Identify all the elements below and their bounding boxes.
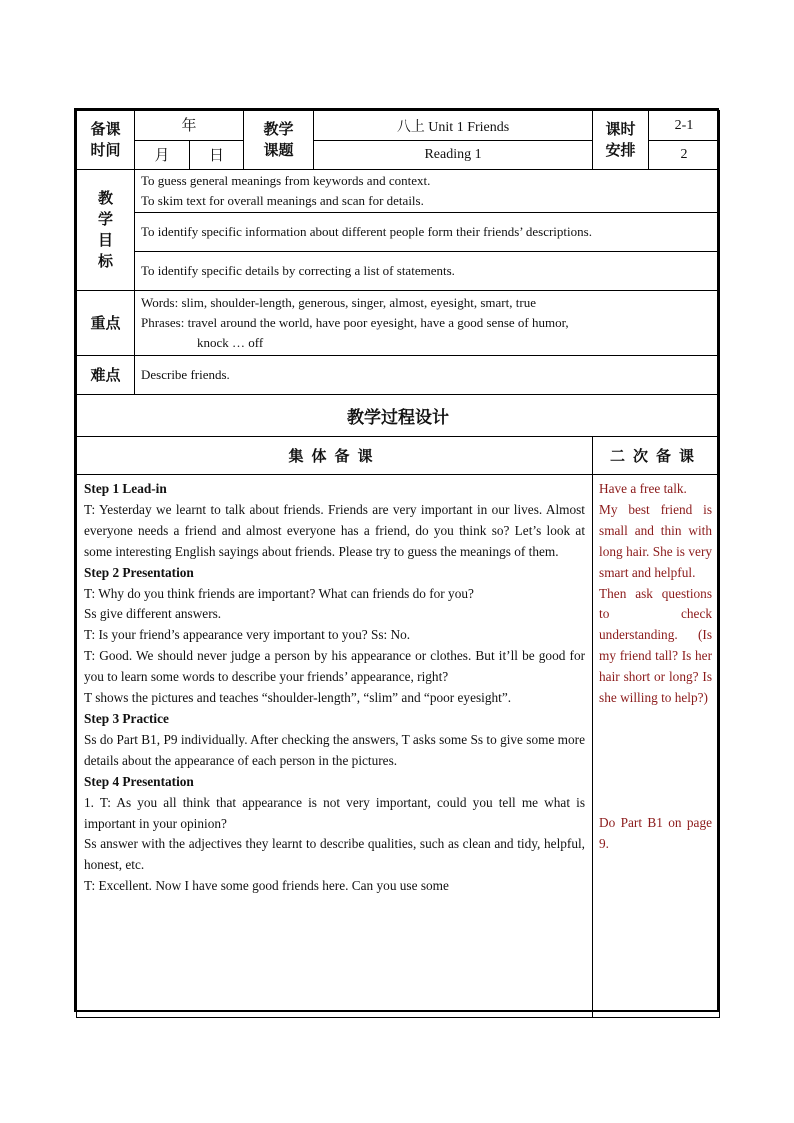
right-note-b1: Do Part B1 on page 9. [599, 814, 713, 851]
process-paragraph: T: Is your friend’s appearance very important to you? Ss: No. [84, 627, 411, 643]
process-paragraph: T shows the pictures and teaches “shoulder-length”, “slim” and “poor eyesight”. [84, 690, 512, 706]
lesson-plan-sheet [74, 108, 719, 1012]
year-cell: 年 [135, 111, 244, 141]
period-code: 2-1 [649, 111, 720, 141]
process-paragraph: Ss give different answers. [84, 606, 222, 622]
objectives-label: 教 学 目 标 [77, 170, 135, 291]
lesson-title: Reading 1 [314, 141, 593, 170]
objective-3: To identify specific details by correcting a list of statements. [135, 252, 720, 291]
lesson-plan-table [76, 110, 720, 1018]
step-heading: Step 3 Practice [84, 710, 169, 726]
difficulty-content: Describe friends. [135, 356, 720, 395]
process-paragraph: 1. T: As you all think that appearance is not very important, could you tell me what is important in your opinion? [84, 794, 586, 831]
process-paragraph: T: Excellent. Now I have some good friends here. Can you use some [84, 878, 449, 894]
key-points-label: 重点 [77, 291, 135, 356]
process-paragraph: Ss do Part B1, P9 individually. After checking the answers, T asks some Ss to give some more details about the appearance of each person in the pictures. [84, 731, 586, 768]
right-note: My best friend is small and thin with long hair. She is very smart and helpful. [599, 501, 713, 580]
second-prep-body [593, 475, 720, 1018]
key-points-content: Words: slim, shoulder-length, generous, singer, almost, eyesight, smart, true Phrases: travel around the world, have poor eyesight, have a good sense of humor, knock … off [135, 291, 720, 356]
day-cell: 日 [190, 141, 244, 170]
process-paragraph: T: Why do you think friends are important? What can friends do for you? [84, 585, 474, 601]
step-heading: Step 1 Lead-in [84, 481, 167, 496]
period-count: 2 [649, 141, 720, 170]
objective-1: To guess general meanings from keywords and context. To skim text for overall meanings and scan for details. [135, 170, 720, 213]
step-heading: Step 2 Presentation [84, 564, 194, 580]
right-note: Have a free talk. [599, 481, 687, 496]
unit-title: 八上 Unit 1 Friends [314, 111, 593, 141]
topic-label: 教学 课题 [244, 111, 314, 170]
process-paragraph: Ss answer with the adjectives they learnt to describe qualities, such as clean and tidy, helpful, honest, etc. [84, 836, 586, 873]
collective-prep-body [77, 475, 593, 1018]
step-heading: Step 4 Presentation [84, 773, 194, 789]
process-paragraph: T: Good. We should never judge a person by his appearance or clothes. But it’ll be good for you to learn some words to describe your friends’ appearance, right? [84, 648, 586, 685]
process-title: 教学过程设计 [77, 395, 720, 437]
period-label: 课时 安排 [593, 111, 649, 170]
difficulty-label: 难点 [77, 356, 135, 395]
right-note: Then ask questions to check understanding. (Is my friend tall? Is her hair short or long? Is she willing to help?) [599, 585, 713, 706]
process-paragraph: T: Yesterday we learnt to talk about friends. Friends are very important in our lives. Almost everyone needs a friend and almost everyone has a friend, do you think so? Let’s look at some interesting English sayings about friends. Please try to guess the meanings of them. [84, 501, 586, 559]
month-cell: 月 [135, 141, 190, 170]
second-prep-header: 二次备课 [593, 437, 720, 475]
objective-2: To identify specific information about different people form their friends’ descriptions. [135, 213, 720, 252]
collective-prep-header: 集体备课 [77, 437, 593, 475]
prep-time-label: 备课 时间 [77, 111, 135, 170]
